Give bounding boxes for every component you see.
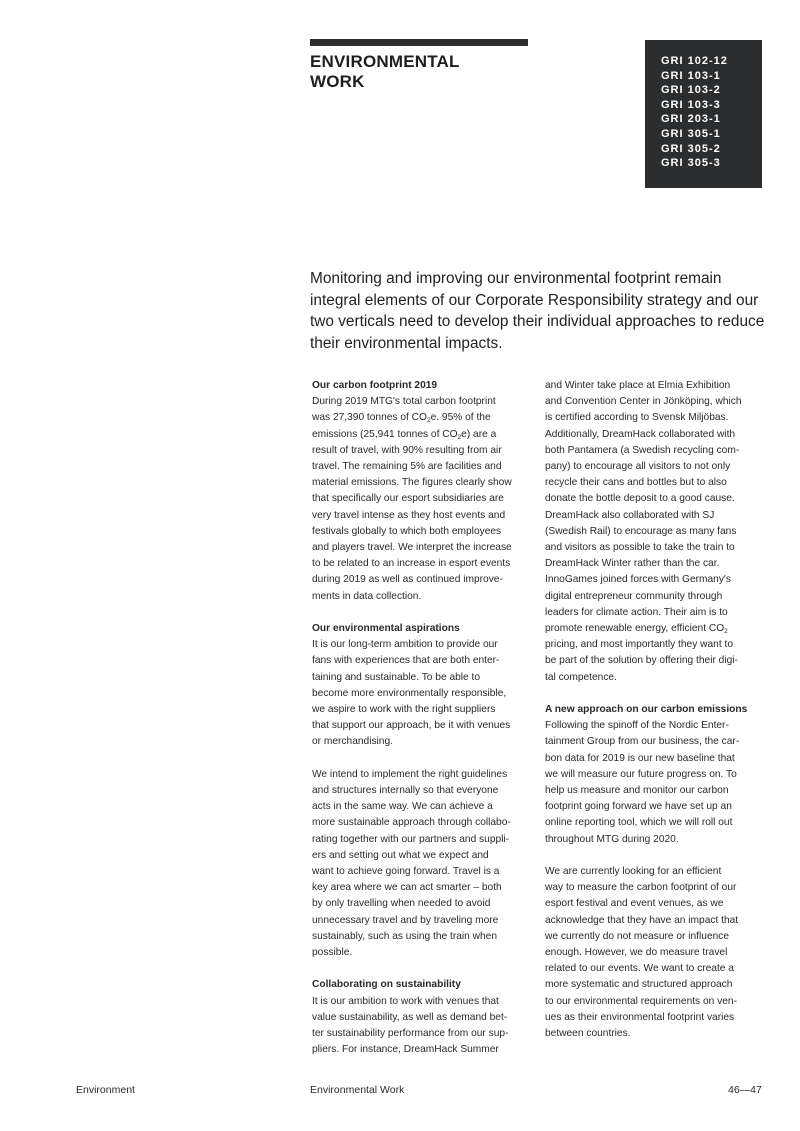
text-line: travel. The remaining 5% are facilities and bbox=[312, 461, 502, 473]
paragraph-spacer bbox=[545, 848, 763, 864]
text-line: It is our long-term ambition to provide our bbox=[312, 639, 498, 651]
collaboration-paragraph-continued bbox=[545, 378, 763, 686]
paragraph-spacer bbox=[312, 605, 530, 621]
paragraph-spacer bbox=[312, 961, 530, 977]
text-line: unnecessary travel and by traveling more bbox=[312, 914, 499, 926]
footer-page-numbers: 46—47 bbox=[728, 1084, 762, 1096]
text-line: bon data for 2019 is our new baseline that bbox=[545, 752, 735, 764]
text-line: related to our events. We want to create a bbox=[545, 963, 734, 975]
text-line: DreamHack also collaborated with SJ bbox=[545, 509, 715, 521]
new-approach-heading: A new approach on our carbon emissions bbox=[545, 704, 748, 716]
collaboration-heading: Collaborating on sustainability bbox=[312, 979, 461, 991]
text-line: fans with experiences that are both enter- bbox=[312, 655, 500, 667]
text-line: online reporting tool, which we will roll out bbox=[545, 817, 733, 829]
text-line: and structures internally so that everyone bbox=[312, 785, 499, 797]
text-line: Following the spinoff of the Nordic Enter- bbox=[545, 720, 729, 732]
gri-code: GRI 103-3 bbox=[661, 98, 721, 111]
text-line: want to achieve going forward. Travel is a bbox=[312, 866, 500, 878]
paragraph-spacer bbox=[545, 686, 763, 702]
title-rule bbox=[310, 39, 528, 46]
text-line: between countries. bbox=[545, 1028, 631, 1040]
text-line: value sustainability, as well as demand bet- bbox=[312, 1011, 508, 1023]
text-line: and Convention Center in Jönköping, which bbox=[545, 396, 742, 408]
text-line: leaders for climate action. Their aim is to bbox=[545, 606, 728, 618]
intro-paragraph: Monitoring and improving our environmental footprint remain integral elements of our Corporate Responsibility strategy and our two verticals need to develop their individual approaches to reduce their environmental impacts. bbox=[310, 270, 765, 352]
text-line: footprint going forward we have set up an bbox=[545, 801, 732, 813]
text-line: promote renewable energy, efficient $CO_2$ bbox=[545, 623, 728, 636]
text-line: emissions (25,941 tonnes of $CO_2e$) are a bbox=[312, 428, 497, 441]
text-line: digital entrepreneur community through bbox=[545, 590, 723, 602]
text-line: be part of the solution by offering their digi- bbox=[545, 655, 738, 667]
text-line: result of travel, with 90% resulting from air bbox=[312, 444, 502, 456]
carbon-footprint-heading: Our carbon footprint 2019 bbox=[312, 380, 438, 391]
text-line: InnoGames joined forces with Germany's bbox=[545, 574, 731, 586]
text-line: key area where we can act smarter – both bbox=[312, 882, 502, 894]
text-line: ter sustainability performance from our sup- bbox=[312, 1028, 509, 1040]
text-line: more systematic and structured approach bbox=[545, 979, 733, 991]
page-title bbox=[310, 52, 460, 92]
text-line: We are currently looking for an efficient bbox=[545, 866, 722, 878]
text-line: during 2019 as well as continued improve- bbox=[312, 574, 503, 586]
gri-code: GRI 305-1 bbox=[661, 127, 721, 140]
text-line: donate the bottle deposit to a good cause. bbox=[545, 493, 735, 505]
gri-code: GRI 305-2 bbox=[661, 142, 721, 155]
text-line: ers and setting out what we expect and bbox=[312, 849, 489, 861]
gri-code: GRI 203-1 bbox=[661, 113, 721, 126]
text-line: During 2019 MTG's total carbon footprint bbox=[312, 396, 496, 408]
guidelines-paragraph bbox=[312, 767, 530, 961]
text-line: ues as their environmental footprint varies bbox=[545, 1011, 735, 1023]
footer-chapter-label: Environmental Work bbox=[310, 1084, 405, 1096]
footer-section-label: Environment bbox=[76, 1084, 135, 1096]
carbon-footprint-paragraph bbox=[312, 394, 530, 605]
text-line: taining and sustainable. To be able to bbox=[312, 671, 481, 683]
text-line: We intend to implement the right guidelines bbox=[312, 768, 508, 780]
text-line: that specifically our esport subsidiaries are bbox=[312, 493, 504, 505]
text-line: enough. However, we do measure travel bbox=[545, 947, 728, 959]
left-text-column bbox=[312, 378, 530, 1058]
text-line: or merchandising. bbox=[312, 736, 393, 748]
gri-reference-box bbox=[645, 40, 762, 188]
text-line: pany) to encourage all visitors to not only bbox=[545, 461, 731, 473]
paragraph-spacer bbox=[312, 751, 530, 767]
aspirations-heading: Our environmental aspirations bbox=[312, 623, 460, 635]
text-line: help us measure and monitor our carbon bbox=[545, 785, 729, 797]
text-line: ments in data collection. bbox=[312, 590, 422, 602]
text-line: tal competence. bbox=[545, 671, 617, 683]
text-line: very travel intense as they host events and bbox=[312, 509, 506, 521]
text-line: was 27,390 tonnes of $CO_2e$. 95% of the bbox=[312, 412, 491, 425]
text-line: acts in the same way. We can achieve a bbox=[312, 801, 493, 813]
new-approach-paragraph bbox=[545, 718, 763, 848]
text-line: is certified according to Svensk Miljöbas. bbox=[545, 412, 729, 424]
text-line: we currently do not measure or influence bbox=[545, 930, 730, 942]
measurement-paragraph bbox=[545, 864, 763, 1042]
gri-code: GRI 102-12 bbox=[661, 55, 728, 67]
text-line: possible. bbox=[312, 947, 353, 959]
aspirations-paragraph bbox=[312, 637, 530, 750]
page-title-line-1: ENVIRONMENTAL bbox=[310, 52, 460, 71]
text-line: and Winter take place at Elmia Exhibition bbox=[545, 380, 731, 391]
text-line: that support our approach, be it with venues bbox=[312, 720, 511, 732]
gri-code: GRI 103-2 bbox=[661, 84, 721, 97]
text-line: and visitors as possible to take the train to bbox=[545, 542, 735, 554]
text-line: to our environmental requirements on ven- bbox=[545, 995, 737, 1007]
text-line: (Swedish Rail) to encourage as many fans bbox=[545, 525, 737, 537]
text-line: material emissions. The figures clearly show bbox=[312, 477, 512, 489]
text-line: tainment Group from our business, the car- bbox=[545, 736, 740, 748]
gri-code: GRI 103-1 bbox=[661, 69, 721, 82]
text-line: throughout MTG during 2020. bbox=[545, 833, 679, 845]
text-line: rating together with our partners and suppli- bbox=[312, 833, 510, 845]
text-line: by only travelling when needed to avoid bbox=[312, 898, 491, 910]
right-text-column bbox=[545, 378, 763, 1042]
text-line: sustainably, such as using the train when bbox=[312, 930, 497, 942]
text-line: become more environmentally responsible, bbox=[312, 687, 507, 699]
text-line: pricing, and most importantly they want to bbox=[545, 639, 733, 651]
gri-code: GRI 305-3 bbox=[661, 157, 721, 170]
collaboration-paragraph bbox=[312, 994, 530, 1059]
page-title-line-2: WORK bbox=[310, 72, 365, 91]
text-line: both Pantamera (a Swedish recycling com- bbox=[545, 444, 740, 456]
text-line: esport festival and event venues, as we bbox=[545, 898, 724, 910]
text-line: we aspire to work with the right suppliers bbox=[312, 704, 496, 716]
text-line: more sustainable approach through collabo- bbox=[312, 817, 511, 829]
text-line: It is our ambition to work with venues that bbox=[312, 995, 499, 1007]
text-line: recycle their cans and bottles but to also bbox=[545, 477, 727, 489]
text-line: we will measure our future progress on. To bbox=[545, 768, 737, 780]
text-line: festivals globally to which both employees bbox=[312, 525, 502, 537]
text-line: Additionally, DreamHack collaborated with bbox=[545, 428, 736, 440]
text-line: acknowledge that they have an impact that bbox=[545, 914, 739, 926]
text-line: way to measure the carbon footprint of our bbox=[545, 882, 737, 894]
text-line: DreamHack Winter rather than the car. bbox=[545, 558, 720, 570]
text-line: and players travel. We interpret the increase bbox=[312, 542, 512, 554]
text-line: pliers. For instance, DreamHack Summer bbox=[312, 1044, 499, 1056]
text-line: to be related to an increase in esport events bbox=[312, 558, 511, 570]
